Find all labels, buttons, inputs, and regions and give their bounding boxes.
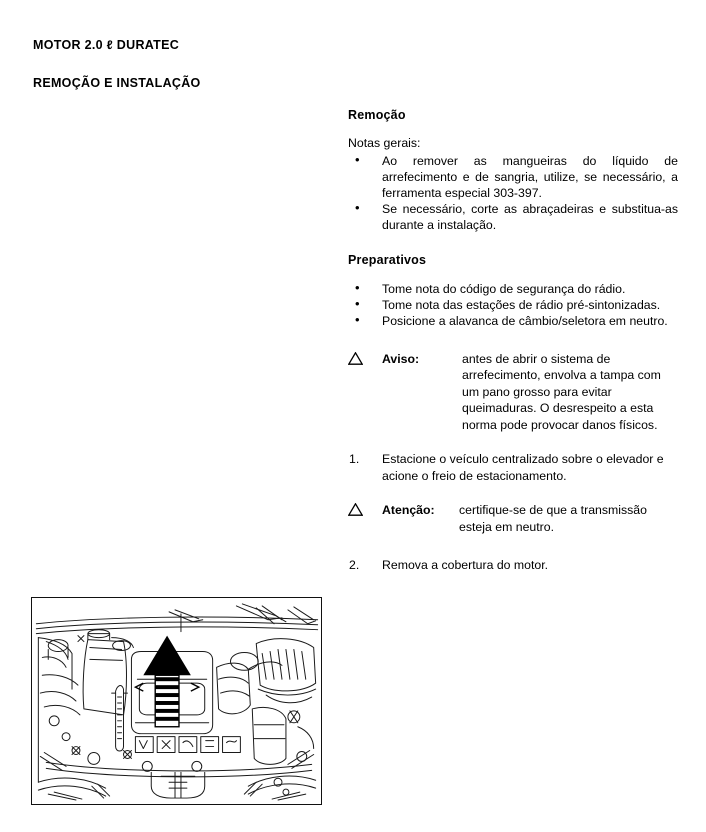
- step-text: Remova a cobertura do motor.: [382, 558, 549, 572]
- list-item: • Ao remover as mangueiras do líquido de arrefecimento e de sangria, utilize, se necessário, a ferramenta especial 303-397.: [348, 153, 678, 201]
- step-number: 1.: [349, 452, 360, 466]
- spacer: [348, 433, 678, 451]
- section-heading-removal: Remoção: [348, 108, 406, 122]
- general-notes-list: [348, 153, 678, 233]
- preparations-list: [348, 281, 678, 329]
- list-item: • Se necessário, corte as abraçadeiras e substitua-as durante a instalação.: [348, 201, 678, 233]
- list-item: • Posicione a alavanca de câmbio/seletora em neutro.: [348, 313, 678, 329]
- warning-block-aviso: [348, 351, 678, 434]
- spacer: [348, 535, 678, 557]
- list-item: [348, 557, 678, 574]
- warning-text: antes de abrir o sistema de arrefecimento, envolva a tampa com um pano grosso para evitar queimaduras. O desrespeito a esta norma pode provocar danos físicos.: [462, 351, 661, 432]
- warning-triangle-icon: [348, 352, 363, 365]
- warning-triangle-icon: [348, 503, 363, 516]
- list-item: • Tome nota das estações de rádio pré-sintonizadas.: [348, 297, 678, 313]
- content-column: [348, 108, 678, 574]
- list-item: • Tome nota do código de segurança do rádio.: [348, 281, 678, 297]
- general-notes-label: Notas gerais:: [348, 136, 421, 150]
- engine-bay-line-drawing: [32, 598, 321, 804]
- page-title: MOTOR 2.0 ℓ DURATEC: [33, 38, 180, 52]
- list-item: [348, 451, 678, 484]
- warning-block-atencao: [348, 502, 678, 535]
- page-subtitle: REMOÇÃO E INSTALAÇÃO: [33, 76, 201, 90]
- spacer: [348, 329, 678, 351]
- up-arrow-icon: [135, 636, 198, 727]
- warning-label: Atenção:: [382, 503, 435, 517]
- procedure-step-1: [348, 451, 678, 484]
- spacer: [348, 484, 678, 502]
- section-heading-preparations: Preparativos: [348, 252, 427, 267]
- engine-bay-illustration: [31, 597, 322, 805]
- warning-label: Aviso:: [382, 351, 420, 366]
- step-number: 2.: [349, 558, 360, 572]
- procedure-step-2: [348, 557, 678, 574]
- step-text: Estacione o veículo centralizado sobre o elevador e acione o freio de estacionamento.: [382, 452, 664, 483]
- warning-text: certifique-se de que a transmissão esteja em neutro.: [459, 503, 647, 534]
